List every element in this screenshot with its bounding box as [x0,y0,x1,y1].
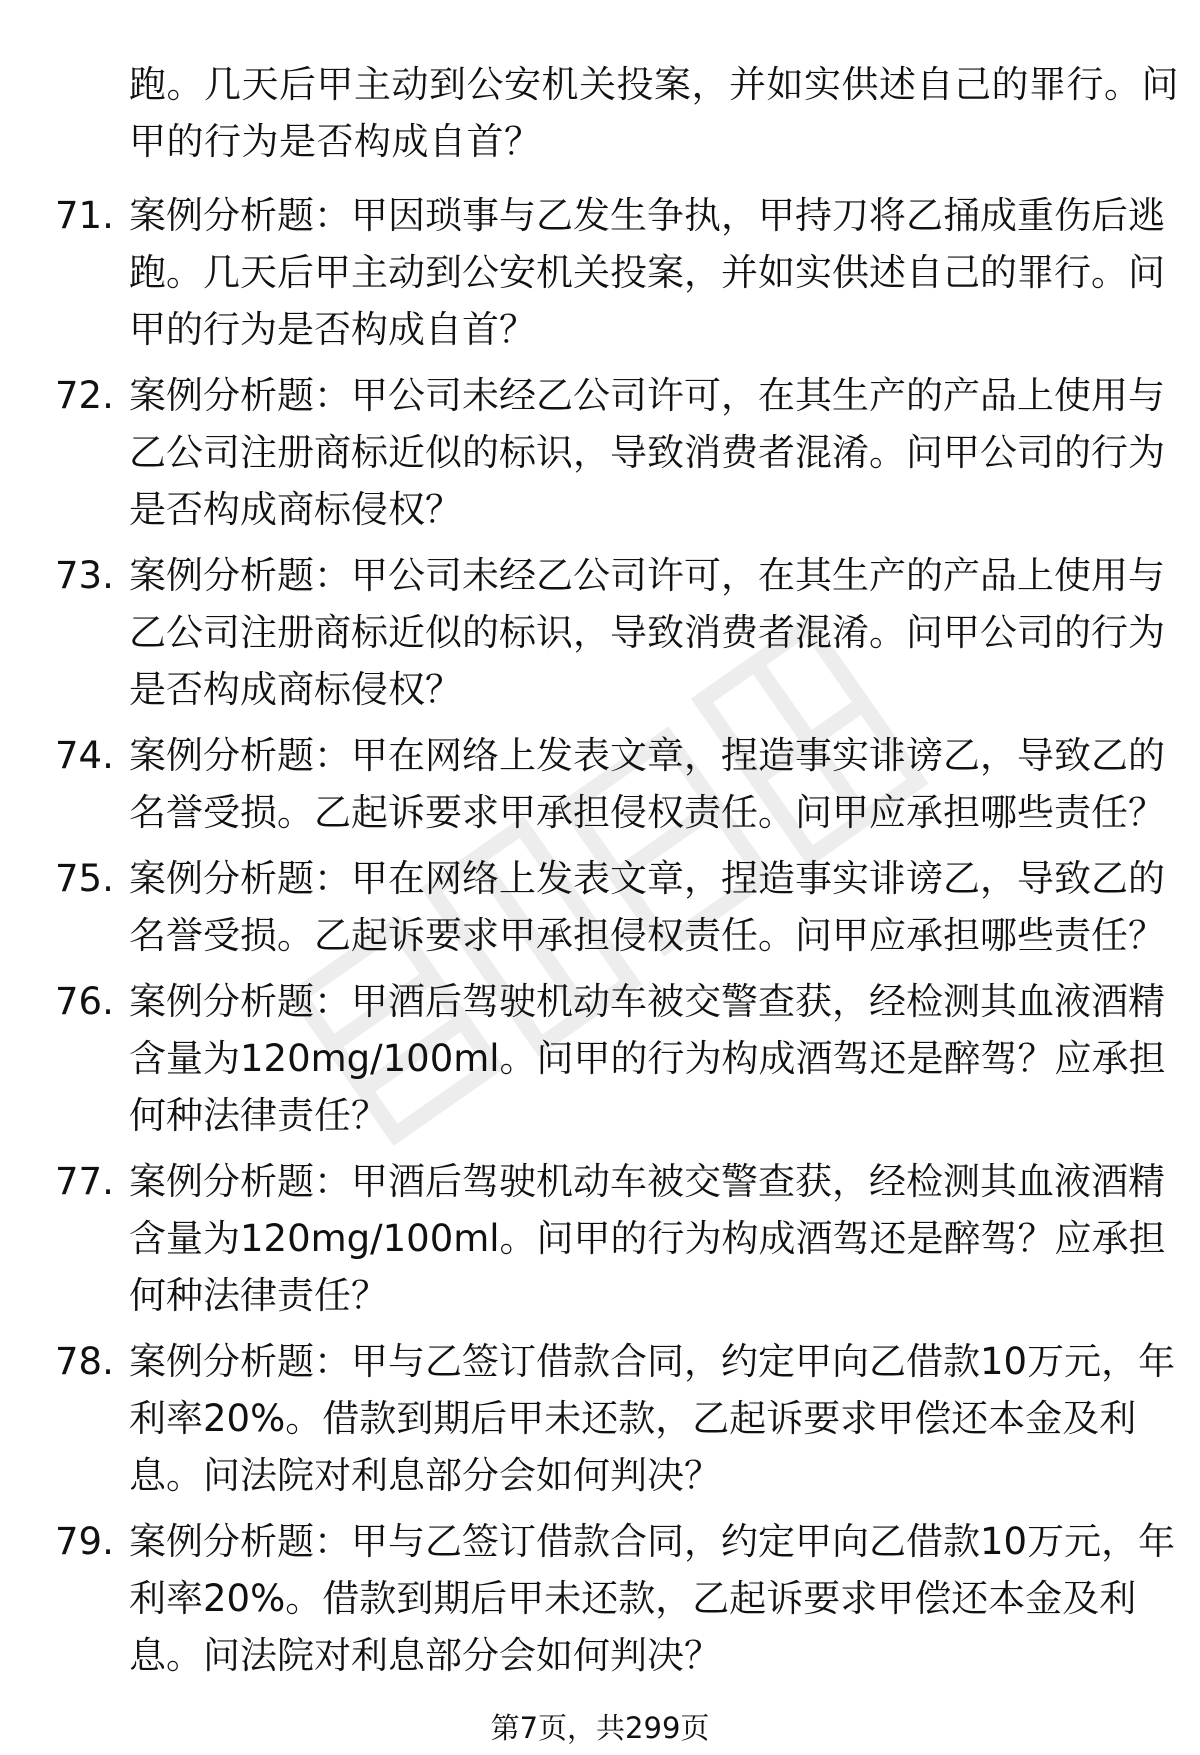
question-text-line: 是否构成商标侵权？ [129,488,462,531]
question-number: 76. [55,980,114,1023]
question-text-line: 名誉受损。乙起诉要求甲承担侵权责任。问甲应承担哪些责任？ [129,914,1165,957]
question-text-line: 名誉受损。乙起诉要求甲承担侵权责任。问甲应承担哪些责任？ [129,791,1165,834]
question-text-line: 案例分析题：甲与乙签订借款合同，约定甲向乙借款10万元，年 [129,1340,1176,1383]
question-item [0,547,1200,718]
question-item [0,973,1200,1144]
question-text-line: 利率20%。借款到期后甲未还款，乙起诉要求甲偿还本金及利 [129,1577,1137,1620]
question-number: 78. [55,1340,114,1383]
question-text-line: 案例分析题：甲在网络上发表文章，捏造事实诽谤乙，导致乙的 [129,734,1165,777]
question-number: 73. [55,554,114,597]
question-item [0,1333,1200,1504]
question-text-line: 利率20%。借款到期后甲未还款，乙起诉要求甲偿还本金及利 [129,1397,1137,1440]
continuation-line: 甲的行为是否构成自首？ [129,120,542,163]
question-text-line: 是否构成商标侵权？ [129,668,462,711]
question-item [0,850,1200,964]
question-text-line: 案例分析题：甲与乙签订借款合同，约定甲向乙借款10万元，年 [129,1520,1176,1563]
question-number: 75. [55,857,114,900]
question-text-line: 含量为120mg/100ml。问甲的行为构成酒驾还是醉驾？应承担 [129,1037,1166,1080]
question-number: 74. [55,734,114,777]
question-text-line: 案例分析题：甲在网络上发表文章，捏造事实诽谤乙，导致乙的 [129,857,1165,900]
question-list [0,187,1200,1684]
question-number: 77. [55,1160,114,1203]
question-text-line: 含量为120mg/100ml。问甲的行为构成酒驾还是醉驾？应承担 [129,1217,1166,1260]
question-text-line: 息。问法院对利息部分会如何判决？ [129,1454,721,1497]
page-footer: 第7页，共299页 [490,1711,710,1745]
question-text-line: 何种法律责任？ [129,1094,388,1137]
question-text-line: 案例分析题：甲因琐事与乙发生争执，甲持刀将乙捅成重伤后逃 [129,194,1165,237]
question-item [0,367,1200,538]
question-text-line: 乙公司注册商标近似的标识，导致消费者混淆。问甲公司的行为 [129,611,1165,654]
question-text-line: 乙公司注册商标近似的标识，导致消费者混淆。问甲公司的行为 [129,431,1165,474]
question-text-line: 案例分析题：甲酒后驾驶机动车被交警查获，经检测其血液酒精 [129,1160,1165,1203]
question-number: 79. [55,1520,114,1563]
question-item [0,1513,1200,1684]
continuation-line: 跑。几天后甲主动到公安机关投案，并如实供述自己的罪行。问 [129,63,1179,106]
question-item [0,187,1200,358]
continuation-text [0,56,1200,170]
question-item [0,727,1200,841]
question-text-line: 跑。几天后甲主动到公安机关投案，并如实供述自己的罪行。问 [129,251,1165,294]
question-text-line: 案例分析题：甲酒后驾驶机动车被交警查获，经检测其血液酒精 [129,980,1165,1023]
question-number: 72. [55,374,114,417]
question-text-line: 案例分析题：甲公司未经乙公司许可，在其生产的产品上使用与 [129,374,1165,417]
question-text-line: 何种法律责任？ [129,1274,388,1317]
question-text-line: 息。问法院对利息部分会如何判决？ [129,1634,721,1677]
question-text-line: 甲的行为是否构成自首？ [129,308,536,351]
question-text-line: 案例分析题：甲公司未经乙公司许可，在其生产的产品上使用与 [129,554,1165,597]
question-item [0,1153,1200,1324]
question-number: 71. [55,194,114,237]
